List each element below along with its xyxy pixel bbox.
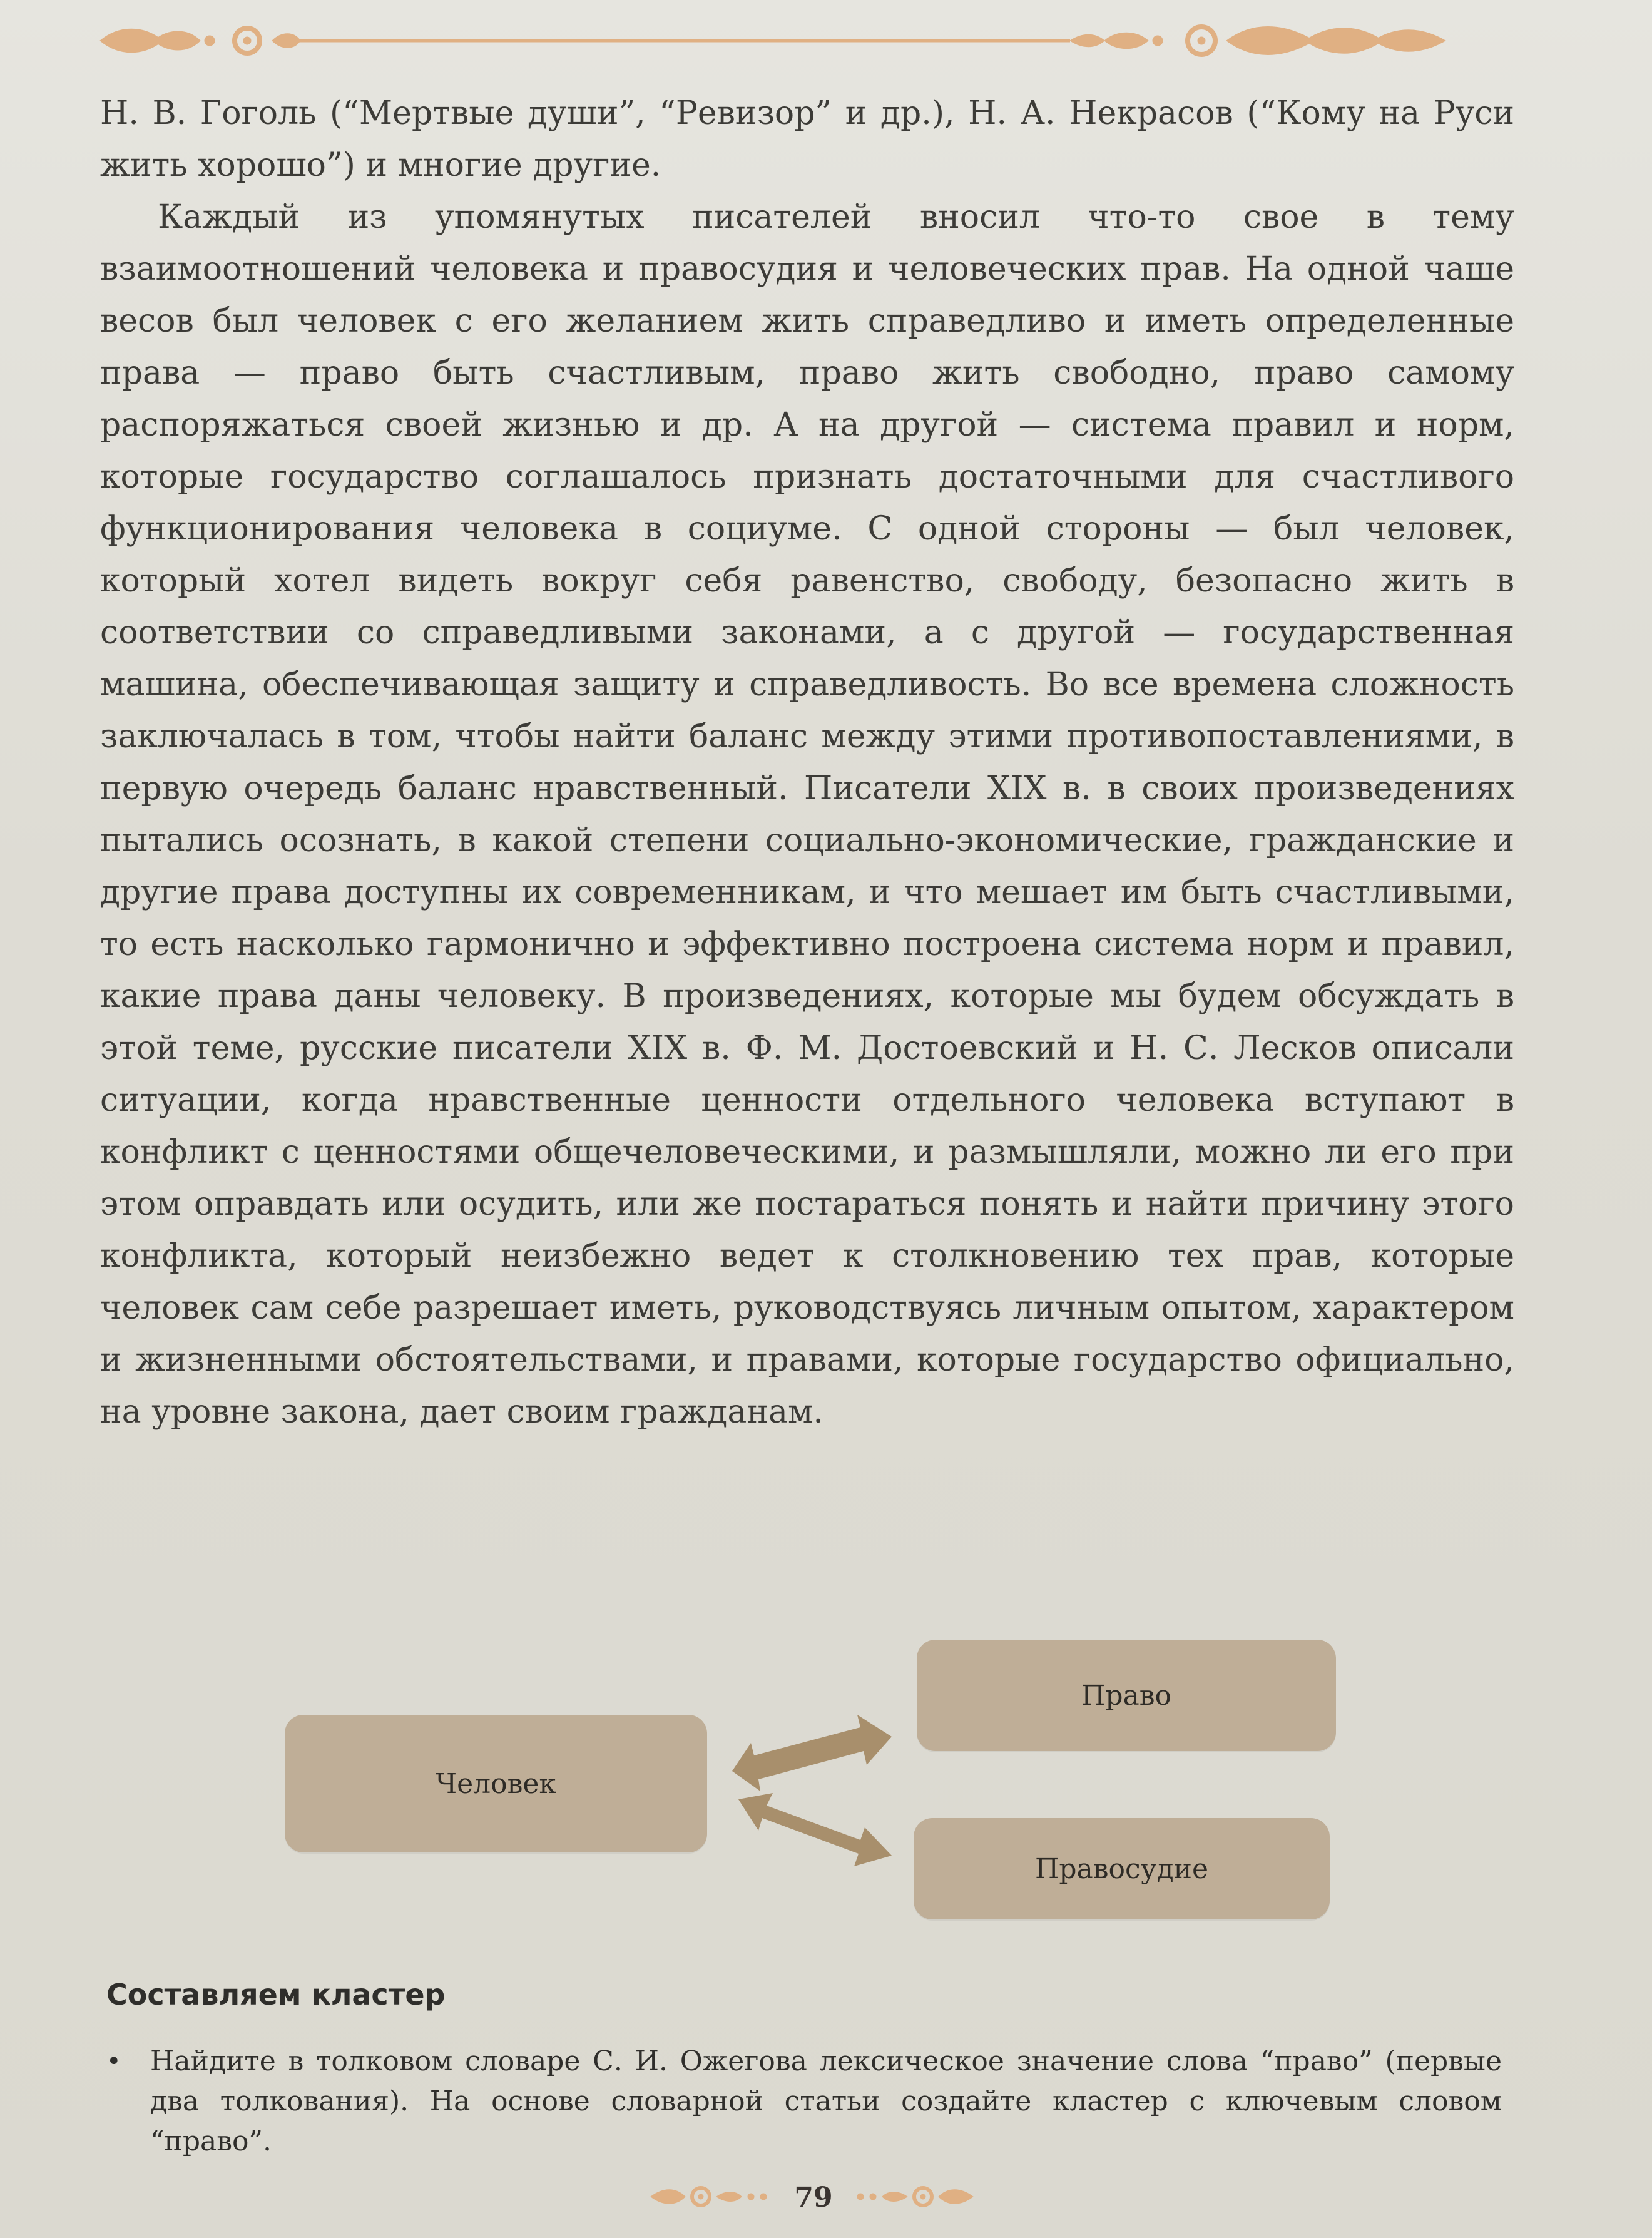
double-arrow-up-icon — [732, 1715, 892, 1791]
diagram-label-pravo: Право — [1081, 1679, 1172, 1712]
diagram-box-chelovek — [285, 1715, 707, 1852]
paragraph-2: Каждый из упомянутых писателей вносил что-то свое в тему взаимоотношений человека и правосудия и человеческих прав. На одной чаше весов был человек с его желанием жить справедливо и иметь определенные права — право быть счастливым, право жить свободно, право самому распоряжаться своей жизнью и др. А на другой — система правил и норм, которые государство соглашалось признать достаточными для счастливого функционирования человека в социуме. С одной стороны — был человек, который хотел видеть вокруг себя равенство, свободу, безопасно жить в соответствии со справедливыми законами, а с другой — государственная машина, обеспечивающая защиту и справедливость. Во все времена сложность заключалась в том, чтобы найти баланс между этими противопоставлениями, в первую очередь баланс нравственный. Писатели XIX в. в своих произведениях пытались осознать, в какой степени социально-экономические, гражданские и другие права доступны их современникам, и что мешает им быть счастливыми, то есть насколько гармонично и эффективно построена система норм и правил, какие права даны человеку. В произведениях, которые мы будем обсуждать в этой теме, русские писатели XIX в. Ф. М. Достоевский и Н. С. Лесков описали ситуации, когда нравственные ценности отдельного человека вступают в конфликт с ценностями общечеловеческими, и размышляли, можно ли его при этом оправдать или осудить, или же постараться понять и найти причину этого конфликта, который неизбежно ведет к столкновению тех прав, которые человек сам себе разрешает иметь, руководствуясь личным опытом, характером и жизненными обстоятельствами, и правами, которые государство официально, на уровне закона, дает своим гражданам. — [100, 198, 1514, 1431]
paragraph-1: Н. В. Гоголь (“Мертвые души”, “Ревизор” и др.), Н. А. Некрасов (“Кому на Руси жить хорошо”) и многие другие. — [100, 95, 1514, 184]
diagram-box-pravo — [917, 1640, 1336, 1751]
page-number: 79 — [794, 2182, 833, 2214]
top-ornament-icon — [94, 13, 1514, 69]
bullet-icon: • — [106, 2047, 121, 2076]
diagram-label-chelovek: Человек — [436, 1767, 556, 1800]
section-heading: Составляем кластер — [106, 1978, 446, 2011]
task-bullet-text: Найдите в толковом словаре С. И. Ожегова лексическое значение слова “право” (первые два толкования). На основе словарной статьи создайте кластер с ключевым словом “право”. — [150, 2045, 1502, 2157]
diagram-box-pravosudie — [914, 1818, 1330, 1919]
bottom-ornament-left-icon — [648, 2178, 773, 2215]
task-bullet-item — [106, 2041, 1502, 2162]
diagram-arrows — [726, 1690, 914, 1878]
diagram-label-pravosudie: Правосудие — [1034, 1852, 1209, 1885]
body-text — [100, 88, 1514, 1438]
double-arrow-down-icon — [738, 1793, 892, 1866]
bottom-ornament-right-icon — [851, 2178, 976, 2215]
